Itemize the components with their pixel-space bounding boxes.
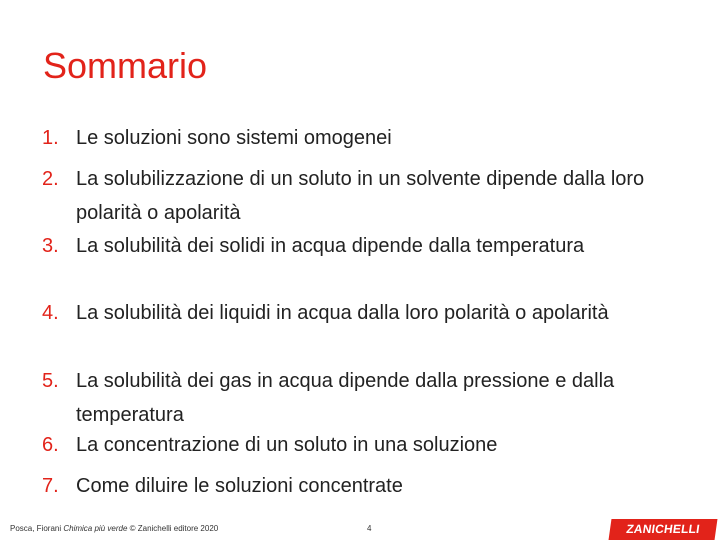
footer-publisher: © Zanichelli editore 2020 (127, 524, 219, 533)
footer-authors: Posca, Fiorani (10, 524, 64, 533)
list-item-number: 5. (42, 370, 59, 392)
zanichelli-logo (609, 519, 718, 540)
list-item-number: 6. (42, 434, 59, 456)
list-item-text: Le soluzioni sono sistemi omogenei (76, 127, 392, 149)
slide-title: Sommario (43, 45, 208, 86)
list-item-number: 1. (42, 127, 59, 149)
page-number: 4 (367, 524, 372, 533)
footer-book-title: Chimica più verde (63, 524, 128, 533)
list-item-number: 2. (42, 168, 59, 190)
list-item-text: La solubilità dei solidi in acqua dipende dalla temperatura (76, 235, 585, 257)
list-item-number: 4. (42, 302, 59, 324)
list-item-number: 7. (42, 475, 59, 497)
list-item-number: 3. (42, 235, 59, 257)
list-item-text: Come diluire le soluzioni concentrate (76, 475, 403, 497)
logo-text: ZANICHELLI (625, 522, 701, 536)
list-item-text: La concentrazione di un soluto in una soluzione (76, 434, 498, 456)
list-item-text: La solubilità dei gas in acqua dipende dalla pressione e dalla temperatura (76, 370, 615, 426)
footer-credits (10, 524, 218, 534)
list-item-text: La solubilità dei liquidi in acqua dalla loro polarità o apolarità (76, 302, 609, 324)
list-item-text: La solubilizzazione di un soluto in un solvente dipende dalla loro polarità o apolarità (76, 168, 645, 224)
